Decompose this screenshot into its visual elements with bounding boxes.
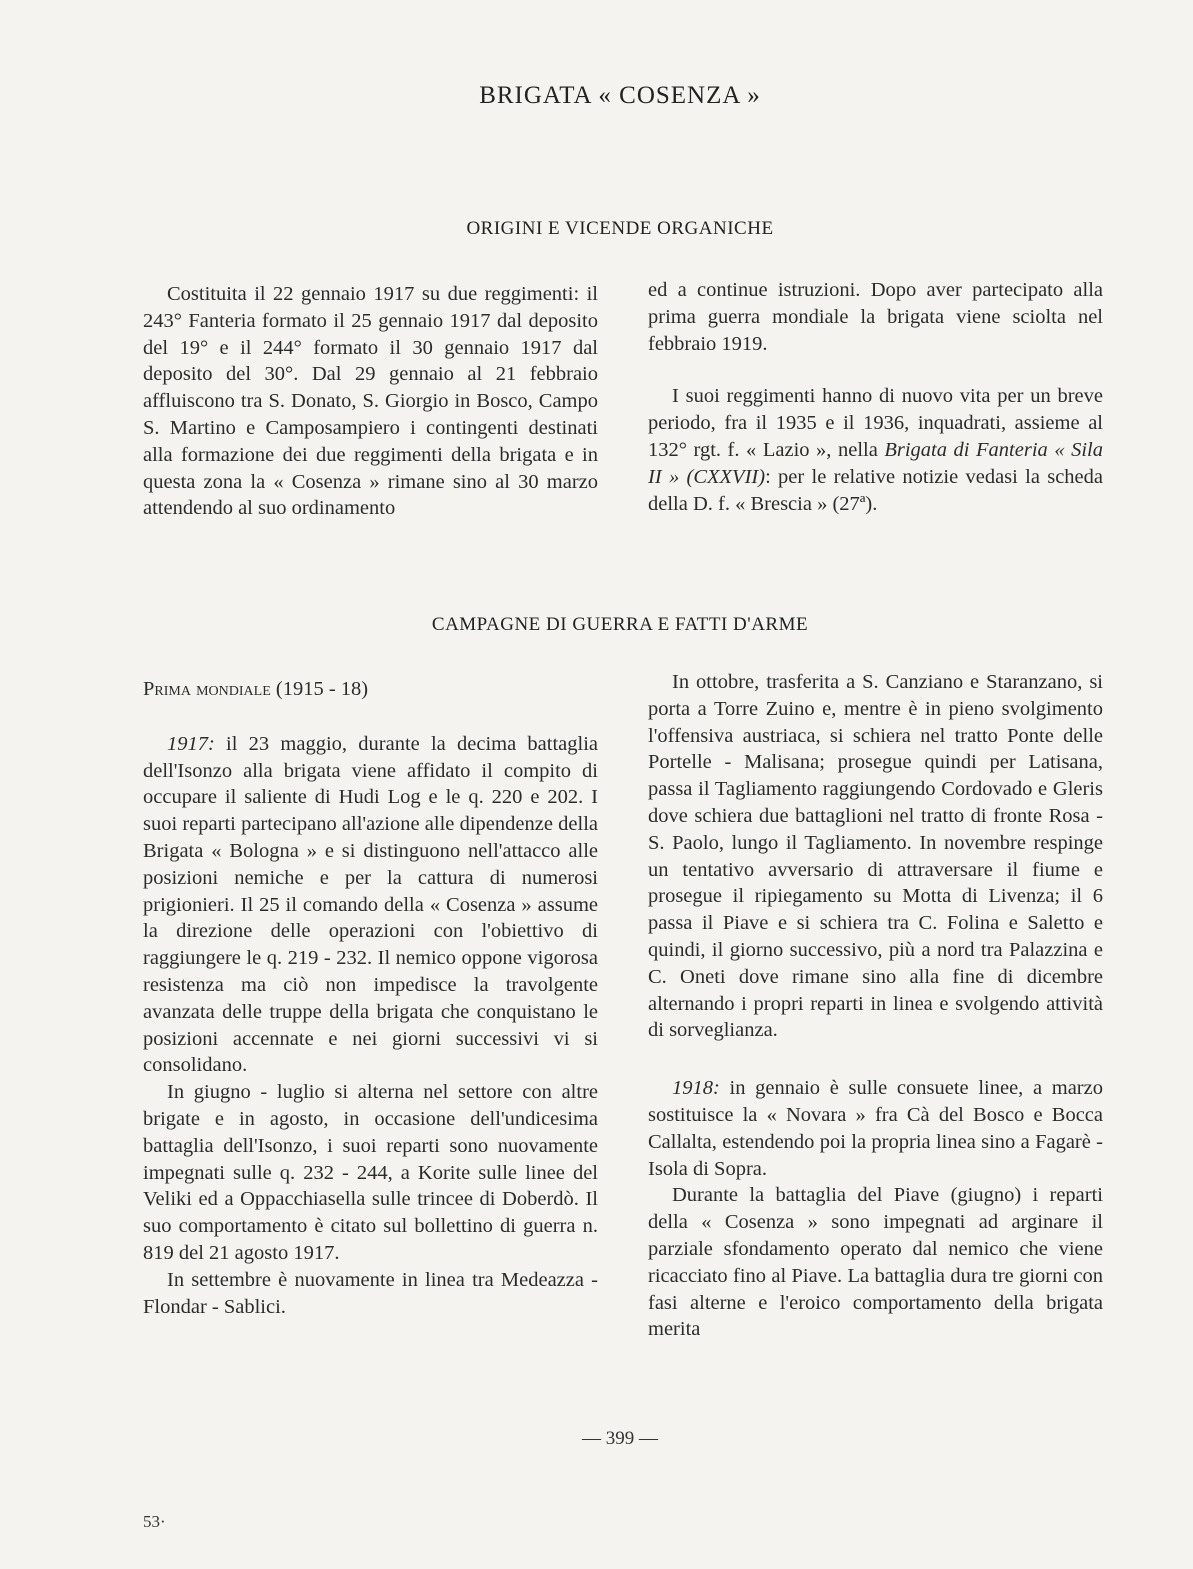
sheet-signature: 53· (143, 1512, 166, 1531)
year-label: 1917: (167, 732, 215, 755)
paragraph-giugno-luglio: In giugno - luglio si alterna nel settore con altre brigate e in agosto, in occasione dell'undicesima battaglia dell'Isonzo, i suoi reparti sono nuovamente impegnati sulle q. 232 - 244, a Korite sulle linee del Veliki ed a Oppacchiasella sulle trincee di Doberdò. Il suo comportamento è citato sul bollettino di guerra n. 819 del 21 agosto 1917. (143, 1081, 598, 1264)
origini-continuation: ed a continue istruzioni. Dopo aver partecipato alla prima guerra mondiale la brigata viene sciolta nel febbraio 1919. (648, 279, 1103, 355)
paragraph-1917 (143, 731, 598, 1079)
page-title: BRIGATA « COSENZA » (479, 82, 761, 109)
section-heading-origini: ORIGINI E VICENDE ORGANICHE (466, 218, 774, 239)
origini-left-column (143, 281, 598, 522)
origini-right-column (648, 277, 1103, 517)
paragraph-piave: Durante la battaglia del Piave (giugno) i reparti della « Cosenza » sono impegnati ad arginare il parziale sfondamento operato dal nemico che viene ricacciato fino al Piave. La battaglia dura tre giorni con fasi alterne e l'eroico comportamento della brigata merita (648, 1184, 1103, 1341)
text-run: I suoi reggimenti hanno di nuovo vita per un breve periodo, fra il 1935 e il 1936, inquadrati, assieme al 132° rgt. f. « Lazio », nella (648, 385, 1103, 461)
origini-paragraph: Costituita il 22 gennaio 1917 su due reggimenti: il 243° Fanteria formato il 25 gennaio 1917 dal deposito del 19° e il 244° formato il 30 gennaio 1917 dal deposito del 30°. Dal 29 gennaio al 21 febbraio affluiscono tra S. Donato, S. Giorgio in Bosco, Campo S. Martino e Camposampiero i contingenti destinati alla formazione dei due reggimenti della brigata e in questa zona la « Cosenza » rimane sino al 30 marzo attendendo al suo ordinamento (143, 283, 598, 520)
origini-paragraph-2 (648, 383, 1103, 517)
year-label: 1918: (672, 1077, 720, 1100)
campagne-left-column (143, 676, 598, 1320)
text-run: in gennaio è sulle consuete linee, a marzo sostituisce la « Novara » fra Cà del Bosco e Bocca Callalta, estendendo poi la propria linea sino a Fagarè - Isola di Sopra. (648, 1077, 1103, 1180)
section-heading-campagne: CAMPAGNE DI GUERRA E FATTI D'ARME (431, 614, 809, 635)
text-run: il 23 maggio, durante la decima battaglia dell'Isonzo alla brigata viene affidato il compito di occupare il saliente di Hudi Log e le q. 220 e 202. I suoi reparti partecipano all'azione alle dipendenze della Brigata « Bologna » e si distinguono nell'attacco alle posizioni nemiche e per la cattura di numerosi prigionieri. Il 25 il comando della « Cosenza » assume la direzione delle operazioni con l'obiettivo di raggiungere le q. 219 - 232. Il nemico oppone vigorosa resistenza ma ciò non impedisce la travolgente avanzata delle truppe della brigata che conquistano le posizioni accennate e nei giorni successivi vi si consolidano. (143, 732, 598, 1077)
paragraph-settembre: In settembre è nuovamente in linea tra Medeazza - Flondar - Sablici. (143, 1268, 598, 1318)
paragraph-ottobre: In ottobre, trasferita a S. Canziano e Staranzano, si porta a Torre Zuino e, mentre è in pieno svolgimento l'offensiva austriaca, si schiera nel tratto Ponte delle Portelle - Malisana; prosegue quindi per Latisana, passa il Tagliamento raggiungendo Cordovado e Gleris dove schiera due battaglioni nel tratto di fronte Rosa - S. Paolo, lungo il Tagliamento. In novembre respinge un tentativo avversario di attraversare il fiume e prosegue il ripiegamento su Motta di Livenza; il 6 passa il Piave e si schiera tra C. Folina e Saletto e quindi, il giorno successivo, più a nord tra Palazzina e C. Oneti dove rimane sino alla fine di dicembre alternando i propri reparti in linea e svolgendo attività di sorveglianza. (648, 671, 1103, 1042)
paragraph-1918 (648, 1075, 1103, 1182)
subheading-prima-mondiale: Prima mondiale (1915 - 18) (143, 678, 369, 700)
text-run: : per le relative notizie vedasi la scheda della D. f. « Brescia » (27ª). (648, 465, 1104, 515)
page-number: — 399 — (582, 1428, 658, 1449)
italic-text-run: Brigata di Fanteria « Sila II » (CXXVII) (648, 438, 1103, 488)
campagne-right-column (648, 669, 1103, 1343)
